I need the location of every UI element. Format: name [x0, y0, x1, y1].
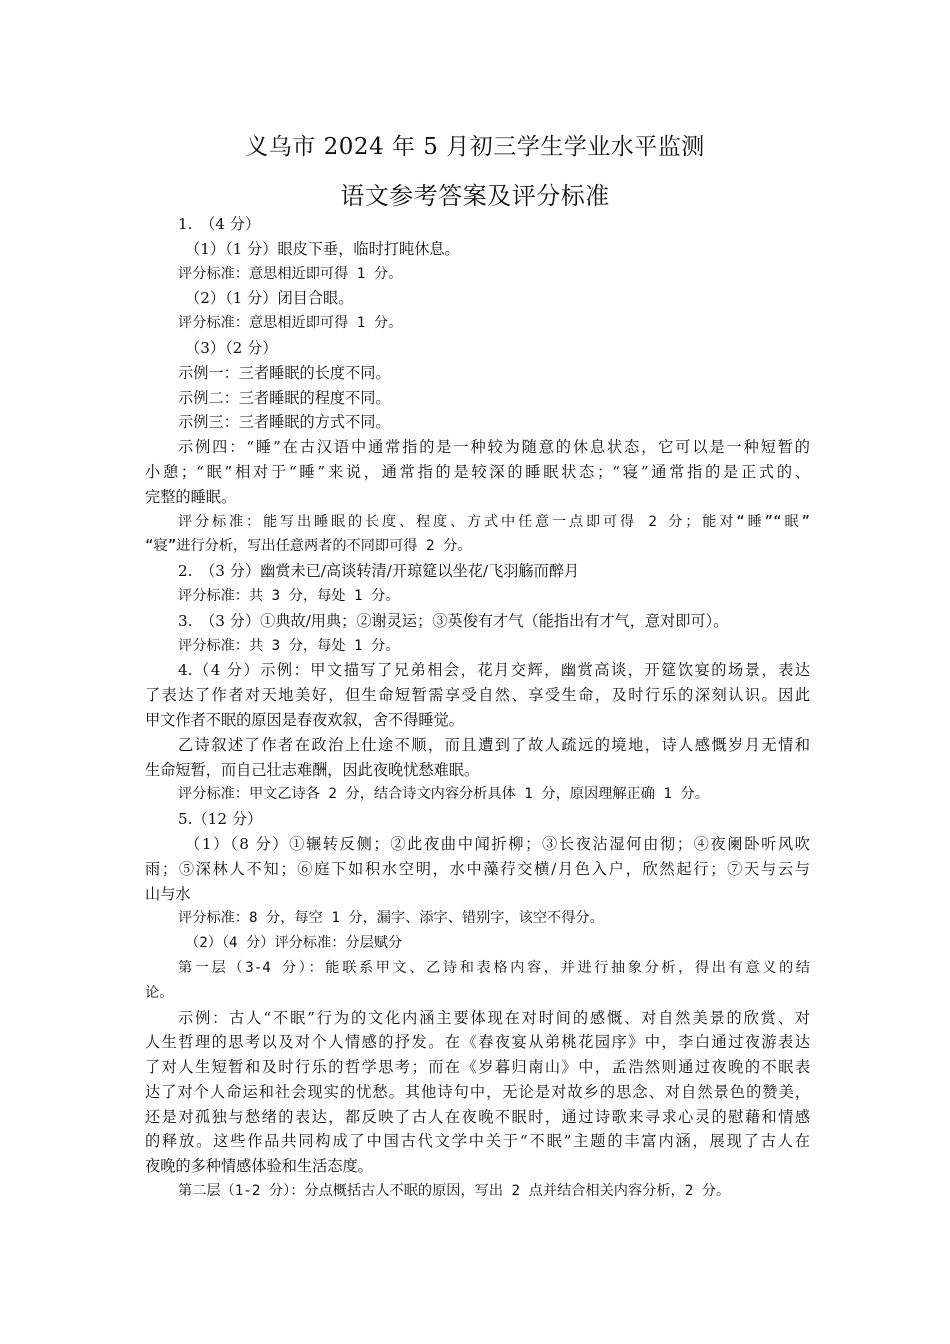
example-line: 示例三：三者睡眠的方式不同。	[178, 413, 391, 432]
answer-line: （1）（8 分）①辗转反侧；②此夜曲中闻折柳；③长夜沾湿何由彻；④夜阑卧听风吹	[185, 834, 810, 853]
answer-line: （2）（1 分）闭目合眼。	[185, 289, 354, 308]
example-line: 还是对孤独与愁绪的表达，都反映了古人在夜晚不眠时，通过诗歌来寻求心灵的慰藉和情感	[145, 1107, 810, 1126]
scoring-criteria: 第二层（1-2 分）：分点概括古人不眠的原因，写出 2 点并结合相关内容分析，2 分。	[178, 1183, 731, 1200]
example-line: 示例：古人“不眠”行为的文化内涵主要体现在对时间的感慨、对自然美景的欣赏、对	[178, 1008, 810, 1027]
question-5-heading: 5.（12 分）	[178, 810, 263, 829]
page-title: 义乌市 2024 年 5 月初三学生学业水平监测	[245, 134, 705, 160]
scoring-criteria: 论。	[145, 984, 174, 1001]
scoring-criteria: 评分标准：共 3 分，每处 1 分。	[178, 587, 400, 604]
scoring-criteria: 评分标准：意思相近即可得 1 分。	[178, 315, 403, 332]
answer-line: 雨；⑤深林人不知；⑥庭下如积水空明，水中藻荇交横/月色入户，欣然起行；⑦天与云与	[145, 859, 810, 878]
example-line: 示例二：三者睡眠的程度不同。	[178, 388, 391, 407]
question-2-answer: 2. （3 分）幽赏未已/高谈转清/开琼筵以坐花/飞羽觞而醉月	[178, 562, 580, 581]
scoring-criteria: 评分标准：共 3 分，每处 1 分。	[178, 637, 400, 654]
example-line: 完整的睡眠。	[145, 487, 237, 506]
example-line: 小憩；“眠”相对于“睡”来说，通常指的是较深的睡眠状态；“寝”通常指的是正式的、	[145, 462, 810, 481]
answer-line: 甲文作者不眠的原因是春夜欢叙，舍不得睡觉。	[145, 710, 464, 729]
example-line: 的释放。这些作品共同构成了中国古代文学中关于“不眠”主题的丰富内涵，展现了古人在	[145, 1132, 810, 1151]
scoring-criteria: “寝”进行分析，写出任意两者的不同即可得 2 分。	[145, 538, 472, 555]
answer-line: 山与水	[145, 884, 191, 903]
scoring-criteria: 评分标准：甲文乙诗各 2 分，结合诗文内容分析具体 1 分，原因理解正确 1 分。	[178, 786, 709, 803]
scoring-criteria: 评分标准：意思相近即可得 1 分。	[178, 265, 403, 282]
answer-line: 了表达了作者对天地美好，但生命短暂需享受自然、享受生命，及时行乐的深刻认识。因此	[145, 686, 810, 705]
question-3-answer: 3. （3 分）①典故/用典；②谢灵运；③英俊有才气（能指出有才气，意对即可）。	[178, 611, 729, 630]
scoring-criteria: 第一层（3-4 分）：能联系甲文、乙诗和表格内容，并进行抽象分析，得出有意义的结	[178, 959, 810, 976]
example-line: 示例一：三者睡眠的长度不同。	[178, 363, 391, 382]
scoring-criteria: 评分标准：能写出睡眠的长度、程度、方式中任意一点即可得 2 分；能对“睡”“眠”	[178, 513, 810, 530]
example-line: 达了对个人命运和社会现实的忧愁。其他诗句中，无论是对故乡的思念、对自然景色的赞美，	[145, 1082, 810, 1101]
answer-line: 乙诗叙述了作者在政治上仕途不顺，而且遭到了故人疏远的境地，诗人感慨岁月无情和	[178, 735, 810, 754]
scoring-criteria: （2）（4 分）评分标准：分层赋分	[185, 935, 403, 952]
question-4-answer: 4.（4 分）示例：甲文描写了兄弟相会，花月交辉，幽赏高谈，开筵饮宴的场景，表达	[178, 661, 810, 680]
document-body	[145, 212, 810, 1204]
scoring-criteria: 评分标准：8 分，每空 1 分，漏字、添字、错别字，该空不得分。	[178, 910, 604, 927]
example-line: 示例四：“睡”在古汉语中通常指的是一种较为随意的休息状态，它可以是一种短暂的	[178, 438, 810, 457]
answer-line: （3）（2 分）	[185, 338, 278, 357]
question-1-heading: 1. （4 分）	[178, 215, 261, 233]
answer-line: 生命短暂，而自己壮志难酬，因此夜晚忧愁难眠。	[145, 760, 480, 779]
example-line: 了对人生短暂和及时行乐的哲学思考；而在《岁暮归南山》中，孟浩然则通过夜晚的不眠表	[145, 1058, 810, 1077]
example-line: 夜晚的多种情感体验和生活态度。	[145, 1157, 373, 1176]
page-subtitle: 语文参考答案及评分标准	[340, 182, 610, 210]
example-line: 人生哲理的思考以及对个人情感的抒发。在《春夜宴从弟桃花园序》中，李白通过夜游表达	[145, 1033, 810, 1052]
answer-line: （1）（1 分）眼皮下垂，临时打盹休息。	[185, 239, 460, 258]
